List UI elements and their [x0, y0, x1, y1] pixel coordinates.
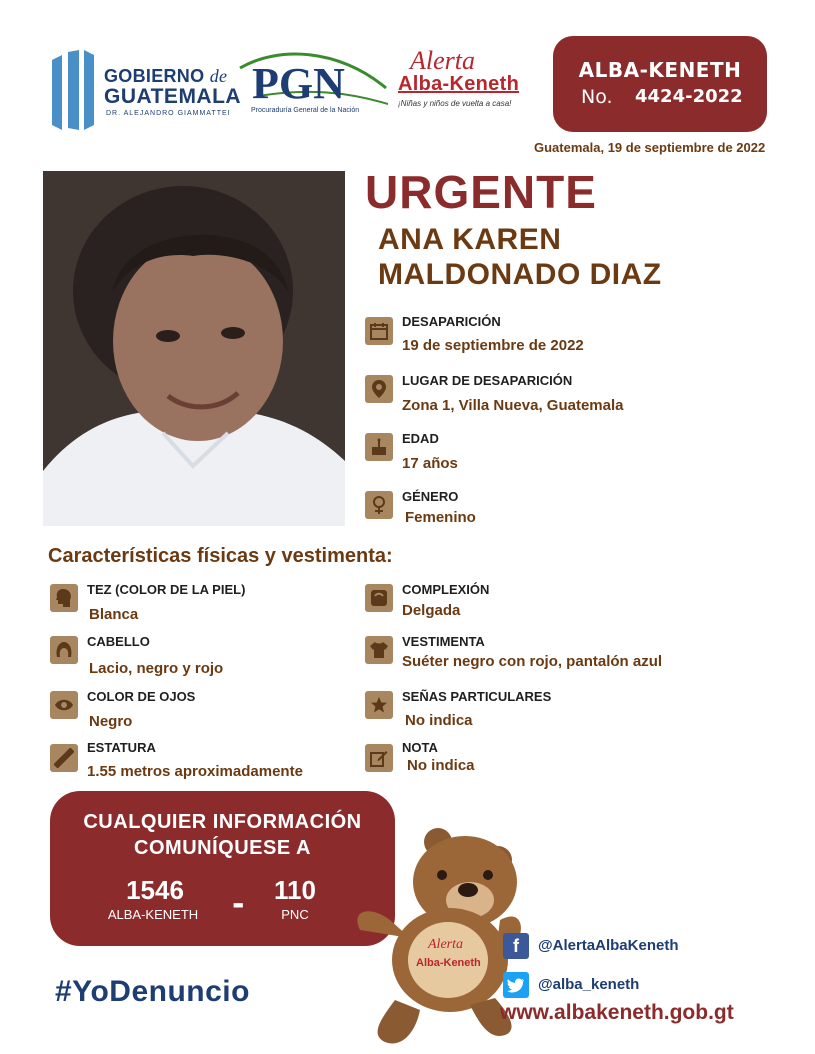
gobierno-logo-bars: [52, 50, 94, 130]
missing-person-photo: [43, 171, 345, 526]
mascot-badge-word: Alerta: [428, 937, 463, 952]
char-value-eyes: Negro: [89, 713, 133, 730]
pgn-caption: Procuraduría General de la Nación: [251, 107, 360, 114]
gender-icon: [365, 491, 393, 519]
calendar-icon: [365, 317, 393, 345]
contact-line1: CUALQUIER INFORMACIÓN: [83, 811, 362, 833]
detail-value-disappearance: 19 de septiembre de 2022: [402, 337, 584, 354]
char-value-height: 1.55 metros aproximadamente: [87, 763, 303, 780]
note-edit-icon: [365, 744, 393, 772]
scale-icon: [365, 584, 393, 612]
gobierno-line1: GOBIERNO de: [104, 66, 228, 86]
hashtag: #YoDenuncio: [55, 975, 250, 1008]
person-name-line1: ANA KAREN: [378, 223, 562, 256]
detail-label-disappearance: DESAPARICIÓN: [402, 314, 501, 329]
shirt-icon: [365, 636, 393, 664]
contact-box: [50, 791, 395, 946]
case-number-badge: [553, 36, 767, 132]
char-label-marks: SEÑAS PARTICULARES: [402, 689, 552, 704]
char-label-skin: TEZ (COLOR DE LA PIEL): [87, 582, 246, 597]
location-pin-icon: [365, 375, 393, 403]
person-name-line2: MALDONADO DIAZ: [378, 258, 662, 291]
char-label-eyes: COLOR DE OJOS: [87, 689, 196, 704]
star-icon: [365, 691, 393, 719]
gobierno-line3: DR. ALEJANDRO GIAMMATTEI: [106, 110, 231, 117]
contact-label-alba-keneth: ALBA-KENETH: [107, 907, 199, 922]
detail-value-gender: Femenino: [405, 509, 476, 526]
ruler-icon: [50, 744, 78, 772]
facebook-icon[interactable]: f: [503, 933, 529, 959]
char-value-hair: Lacio, negro y rojo: [89, 660, 224, 677]
char-label-build: COMPLEXIÓN: [402, 582, 490, 597]
alerta-logo-name: Alba-Keneth: [398, 73, 520, 95]
char-value-note: No indica: [407, 757, 475, 774]
contact-number-pnc[interactable]: 110: [274, 875, 316, 905]
char-label-height: ESTATURA: [87, 740, 156, 755]
urgent-heading: URGENTE: [365, 166, 597, 218]
char-label-hair: CABELLO: [87, 634, 150, 649]
detail-label-gender: GÉNERO: [402, 489, 459, 504]
characteristics-heading: Características físicas y vestimenta:: [48, 545, 393, 567]
char-value-marks: No indica: [405, 712, 473, 729]
bear-mascot: [350, 820, 525, 1050]
badge-number: 4424-2022: [635, 86, 743, 107]
detail-value-location: Zona 1, Villa Nueva, Guatemala: [402, 397, 624, 414]
head-profile-icon: [50, 584, 78, 612]
eye-icon: [50, 691, 78, 719]
char-value-skin: Blanca: [89, 606, 139, 623]
badge-title: ALBA-KENETH: [578, 58, 742, 82]
char-label-note: NOTA: [402, 740, 438, 755]
hair-icon: [50, 636, 78, 664]
publication-date: Guatemala, 19 de septiembre de 2022: [534, 140, 766, 155]
facebook-handle[interactable]: @AlertaAlbaKeneth: [538, 937, 679, 954]
contact-label-pnc: PNC: [281, 907, 309, 922]
website-link[interactable]: www.albakeneth.gob.gt: [500, 1001, 734, 1024]
badge-no-label: No.: [581, 86, 613, 108]
contact-line2: COMUNÍQUESE A: [134, 837, 311, 859]
alerta-logo-tagline: ¡Niñas y niños de vuelta a casa!: [398, 99, 512, 108]
twitter-handle[interactable]: @alba_keneth: [538, 976, 640, 993]
detail-value-age: 17 años: [402, 455, 458, 472]
gobierno-line2: GUATEMALA: [104, 85, 242, 108]
birthday-cake-icon: [365, 433, 393, 461]
char-value-build: Delgada: [402, 602, 461, 619]
detail-label-location: LUGAR DE DESAPARICIÓN: [402, 373, 573, 388]
contact-number-alba-keneth[interactable]: 1546: [126, 875, 184, 905]
char-label-clothing: VESTIMENTA: [402, 634, 485, 649]
twitter-icon[interactable]: [503, 972, 529, 998]
detail-label-age: EDAD: [402, 431, 439, 446]
pgn-logo-text: PGN: [252, 59, 345, 108]
contact-separator: -: [232, 887, 245, 922]
mascot-badge-name: Alba-Keneth: [416, 957, 481, 969]
char-value-clothing: Suéter negro con rojo, pantalón azul: [402, 653, 663, 670]
alerta-logo-word: Alerta: [410, 46, 475, 75]
